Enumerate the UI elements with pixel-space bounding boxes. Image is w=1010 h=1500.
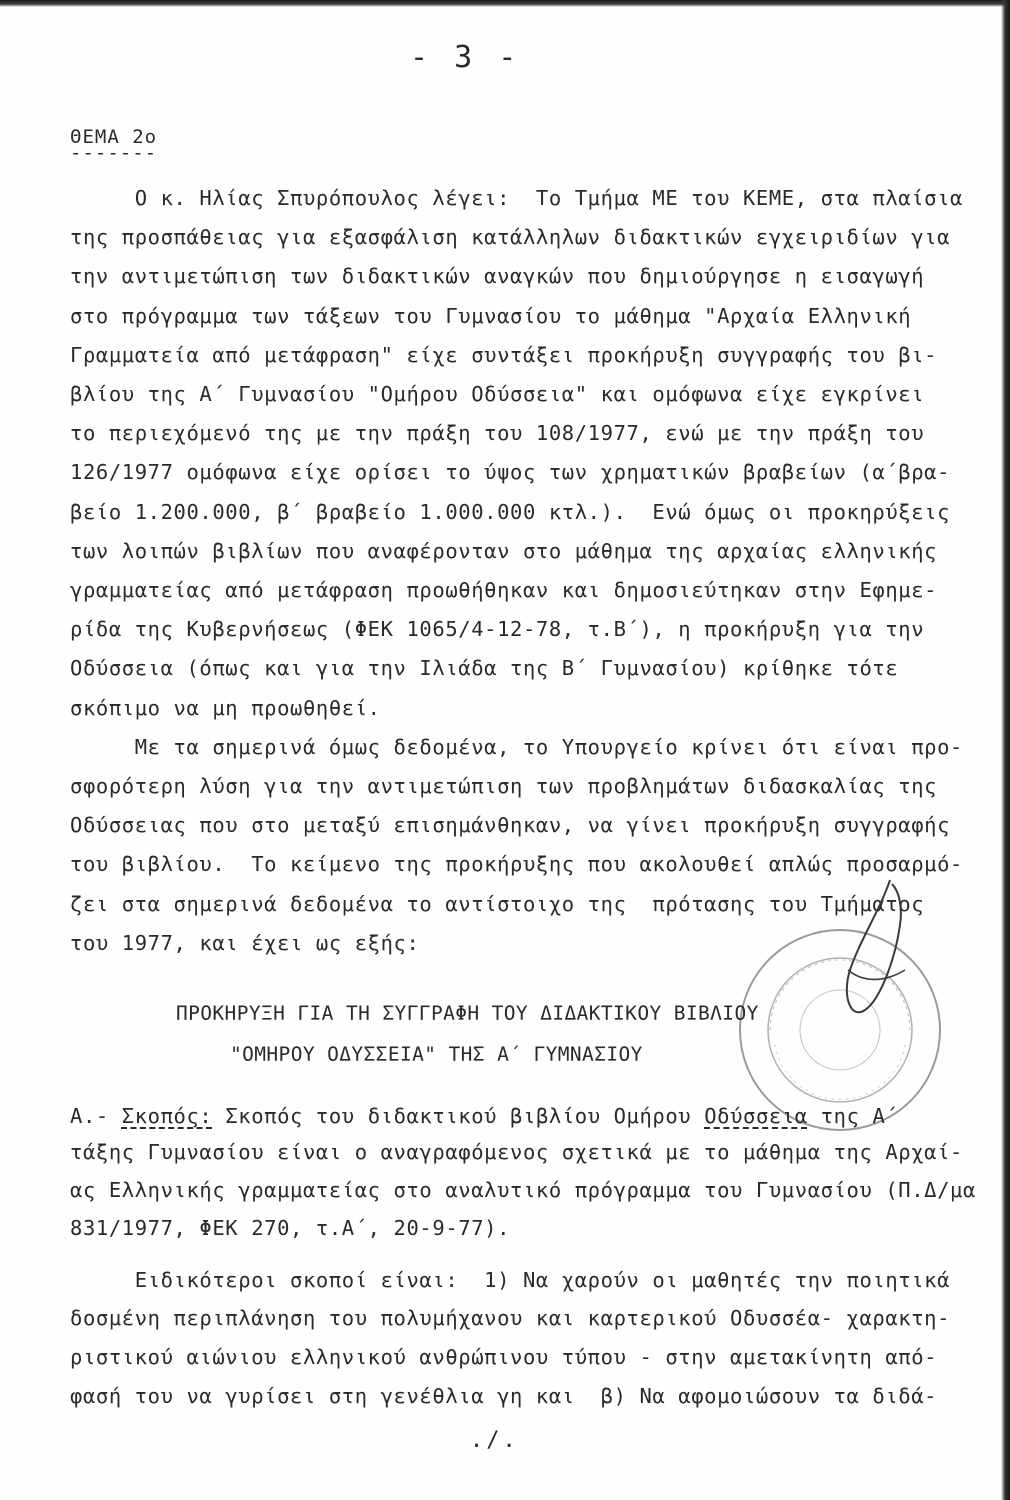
text-line: φασή του να γυρίσει στη γενέθλια γη και β) Να αφομοιώσουν τα διδά- [70, 1384, 938, 1408]
text-line: ζει στα σημερινά δεδομένα το αντίστοιχο της πρότασης του Τμήματος [70, 891, 925, 916]
text-line: των λοιπών βιβλίων που αναφέρονταν στο μάθημα της αρχαίας ελληνικής [70, 538, 938, 563]
text-line: ας Ελληνικής γραμματείας στο αναλυτικό πρόγραμμα του Γυμνασίου (Π.Δ/μα [70, 1178, 976, 1202]
scan-right-edge [1001, 0, 1010, 1500]
heading-underline: ------- [70, 142, 158, 164]
text-line: ριστικού αιώνιου ελληνικού ανθρώπινου τύπου - στην αμετακίνητη από- [70, 1345, 938, 1369]
text-line: στο πρόγραμμα των τάξεων του Γυμνασίου το μάθημα "Αρχαία Ελληνική [70, 303, 912, 328]
signature-icon [820, 870, 920, 1040]
text-line: το περιεχόμενό της με την πράξη του 108/1977, ενώ με την πράξη του [70, 421, 925, 446]
text-line: Γραμματεία από μετάφραση" είχε συντάξει προκήρυξη συγγραφής του βι- [70, 342, 938, 367]
scan-top-edge [0, 0, 1010, 7]
text-line: βείο 1.200.000, β΄ βραβείο 1.000.000 κτλ.). Ενώ όμως οι προκηρύξεις [70, 499, 951, 524]
text-line: Οδύσσεια (όπως και για την Ιλιάδα της Β΄ Γυμνασίου) κρίθηκε τότε [70, 656, 899, 681]
text-line: γραμματείας από μετάφραση προωθήθηκαν και δημοσιεύτηκαν στην Εφημε- [70, 578, 938, 602]
text-line: την αντιμετώπιση των διδακτικών αναγκών που δημιούργησε η εισαγωγή [70, 264, 925, 289]
text-line: τάξης Γυμνασίου είναι ο αναγραφόμενος σχετικά με το μάθημα της Αρχαί- [70, 1140, 964, 1164]
text-line: Ο κ. Ηλίας Σπυρόπουλος λέγει: Το Τμήμα ΜΕ του ΚΕΜΕ, στα πλαίσια [70, 186, 964, 210]
announcement-title-line-2: "ΟΜΗΡΟΥ ΟΔΥΣΣΕΙΑ" ΤΗΣ Α΄ ΓΥΜΝΑΣΙΟΥ [230, 1043, 643, 1066]
section-a-text-before: Σκοπός του διδακτικού βιβλίου Ομήρου [212, 1104, 705, 1128]
text-line: βλίου της Α΄ Γυμνασίου "Ομήρου Οδύσσεια" και ομόφωνα είχε εγκρίνει [70, 382, 925, 406]
text-line: ρίδα της Κυβερνήσεως (ΦΕΚ 1065/4-12-78, τ.Β΄), η προκήρυξη για την [70, 617, 925, 642]
text-line: του 1977, και έχει ως εξής: [70, 930, 420, 955]
text-line: 126/1977 ομόφωνα είχε ορίσει το ύψος των χρηματικών βραβείων (α΄βρα- [70, 460, 951, 485]
text-line: 831/1977, ΦΕΚ 270, τ.Α΄, 20-9-77). [70, 1216, 511, 1240]
text-line: σκόπιμο να μη προωθηθεί. [70, 695, 381, 720]
section-a-underlined-word: Οδύσσεια [704, 1104, 808, 1128]
continuation-mark: ./. [470, 1428, 519, 1453]
section-a-prefix: Α.- [70, 1104, 122, 1128]
text-line: δοσμένη περιπλάνηση του πολυμήχανου και καρτερικού Οδυσσέα- χαρακτη- [70, 1306, 951, 1330]
announcement-title-line-1: ΠΡΟΚΗΡΥΞΗ ΓΙΑ ΤΗ ΣΥΓΓΡΑΦΗ ΤΟΥ ΔΙΔΑΚΤΙΚΟΥ ΒΙΒΛΙΟΥ [176, 1002, 759, 1025]
text-line: του βιβλίου. Το κείμενο της προκήρυξης που ακολουθεί απλώς προσαρμό- [70, 852, 964, 877]
text-line: Οδύσσειας που στο μεταξύ επισημάνθηκαν, να γίνει προκήρυξη συγγραφής [70, 813, 951, 838]
text-line: Με τα σημερινά όμως δεδομένα, το Υπουργείο κρίνει ότι είναι προ- [70, 734, 964, 759]
section-a-label: Σκοπός: [121, 1104, 213, 1128]
page-number: - 3 - [410, 40, 521, 75]
text-line: σφορότερη λύση για την αντιμετώπιση των προβλημάτων διδασκαλίας της [70, 774, 938, 798]
text-line: της προσπάθειας για εξασφάλιση κατάλληλων διδακτικών εγχειριδίων για [70, 225, 951, 250]
section-heading: ΘΕΜΑ 2ο [70, 126, 158, 148]
section-a-first-line [70, 1104, 898, 1128]
section-a-text-after: της Α΄ [807, 1104, 899, 1128]
text-line: Ειδικότεροι σκοποί είναι: 1) Να χαρούν οι μαθητές την ποιητικά [70, 1268, 951, 1292]
